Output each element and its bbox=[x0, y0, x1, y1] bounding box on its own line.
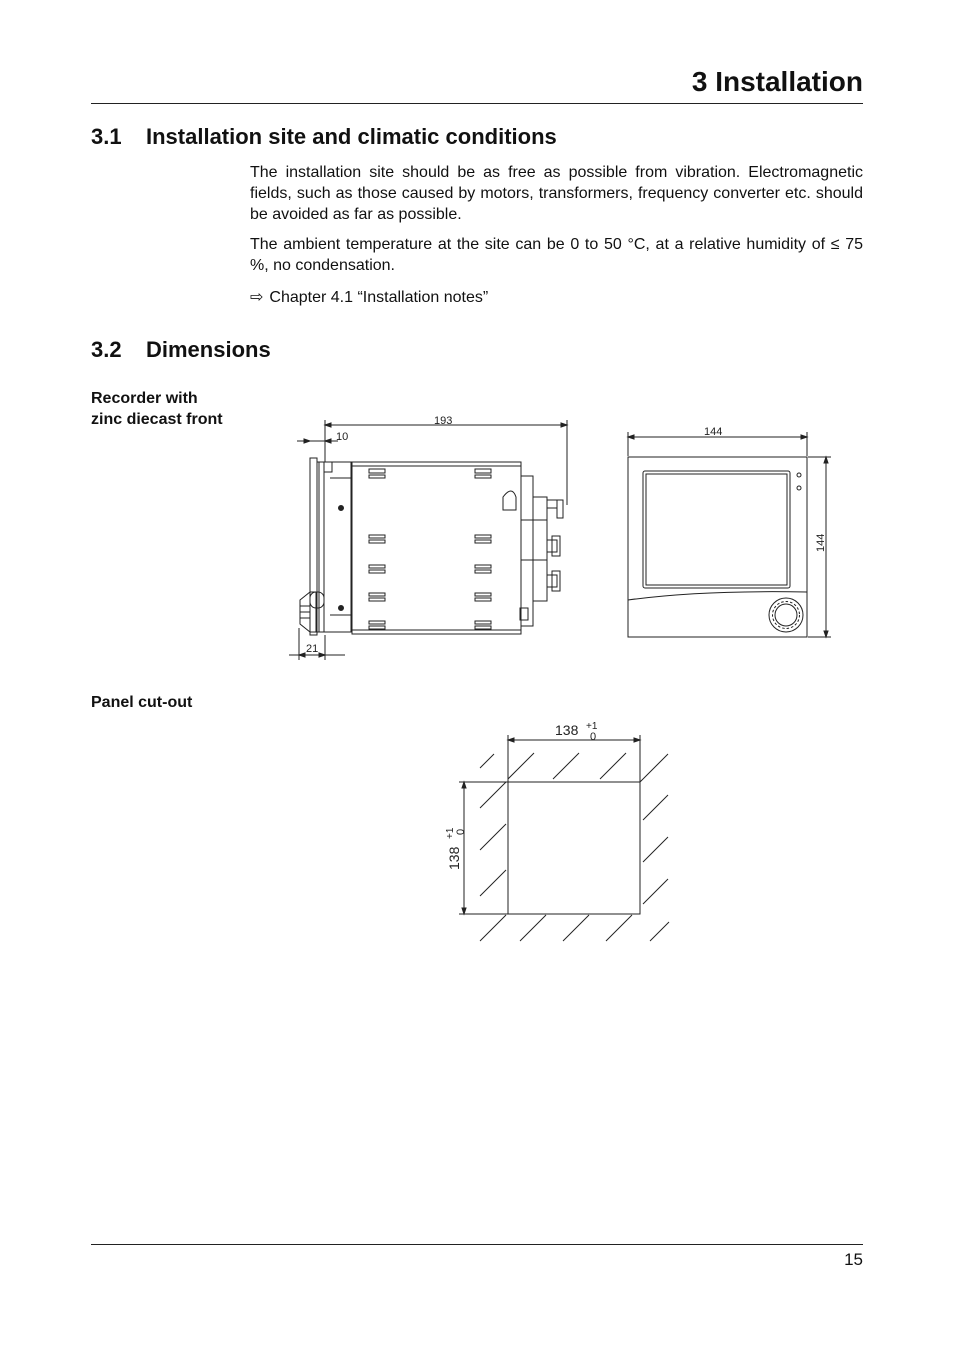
dim-cutout-height-tol-minus: 0 bbox=[455, 828, 467, 835]
footer-rule bbox=[91, 1244, 863, 1245]
dim-cutout-width: 138 bbox=[555, 722, 579, 738]
section-title: Installation site and climatic conditions bbox=[146, 124, 557, 149]
paragraph-temperature: The ambient temperature at the site can be 0 to 50 °C, at a relative humidity of ≤ 75 %, no condensation. bbox=[250, 236, 863, 274]
section-number: 3.2 bbox=[91, 337, 122, 362]
dim-front-thickness: 10 bbox=[336, 431, 349, 443]
panel-cutout-label: Panel cut-out bbox=[91, 694, 193, 711]
side-view-drawing bbox=[289, 420, 567, 660]
paragraph-vibration: The installation site should be as free as possible from vibration. Electromagnetic fields, such as those caused by motors, transformers, frequency converter etc. should be avoided as far as possible. bbox=[250, 164, 863, 223]
recorder-label: Recorder with zinc diecast front bbox=[91, 390, 223, 428]
dim-bezel-depth: 21 bbox=[306, 643, 319, 655]
arrow-right-icon: ⇨ bbox=[250, 289, 264, 306]
dim-depth: 193 bbox=[434, 415, 453, 427]
dim-front-height: 144 bbox=[815, 533, 827, 552]
dim-cutout-height: 138 bbox=[446, 846, 462, 870]
dim-front-width: 144 bbox=[704, 426, 723, 438]
dim-cutout-height-tol-plus: +1 bbox=[445, 827, 456, 839]
reference-link-text[interactable]: Chapter 4.1 “Installation notes” bbox=[269, 289, 489, 306]
dim-cutout-width-tol-minus: 0 bbox=[590, 731, 597, 743]
section-title: Dimensions bbox=[146, 337, 271, 362]
chapter-title: 3 Installation bbox=[691, 66, 863, 97]
section-number: 3.1 bbox=[91, 124, 122, 149]
panel-cutout-drawing bbox=[459, 735, 669, 941]
dim-cutout-width-tol-plus: +1 bbox=[586, 721, 598, 732]
page-number: 15 bbox=[844, 1250, 863, 1269]
front-view-drawing bbox=[628, 432, 831, 637]
